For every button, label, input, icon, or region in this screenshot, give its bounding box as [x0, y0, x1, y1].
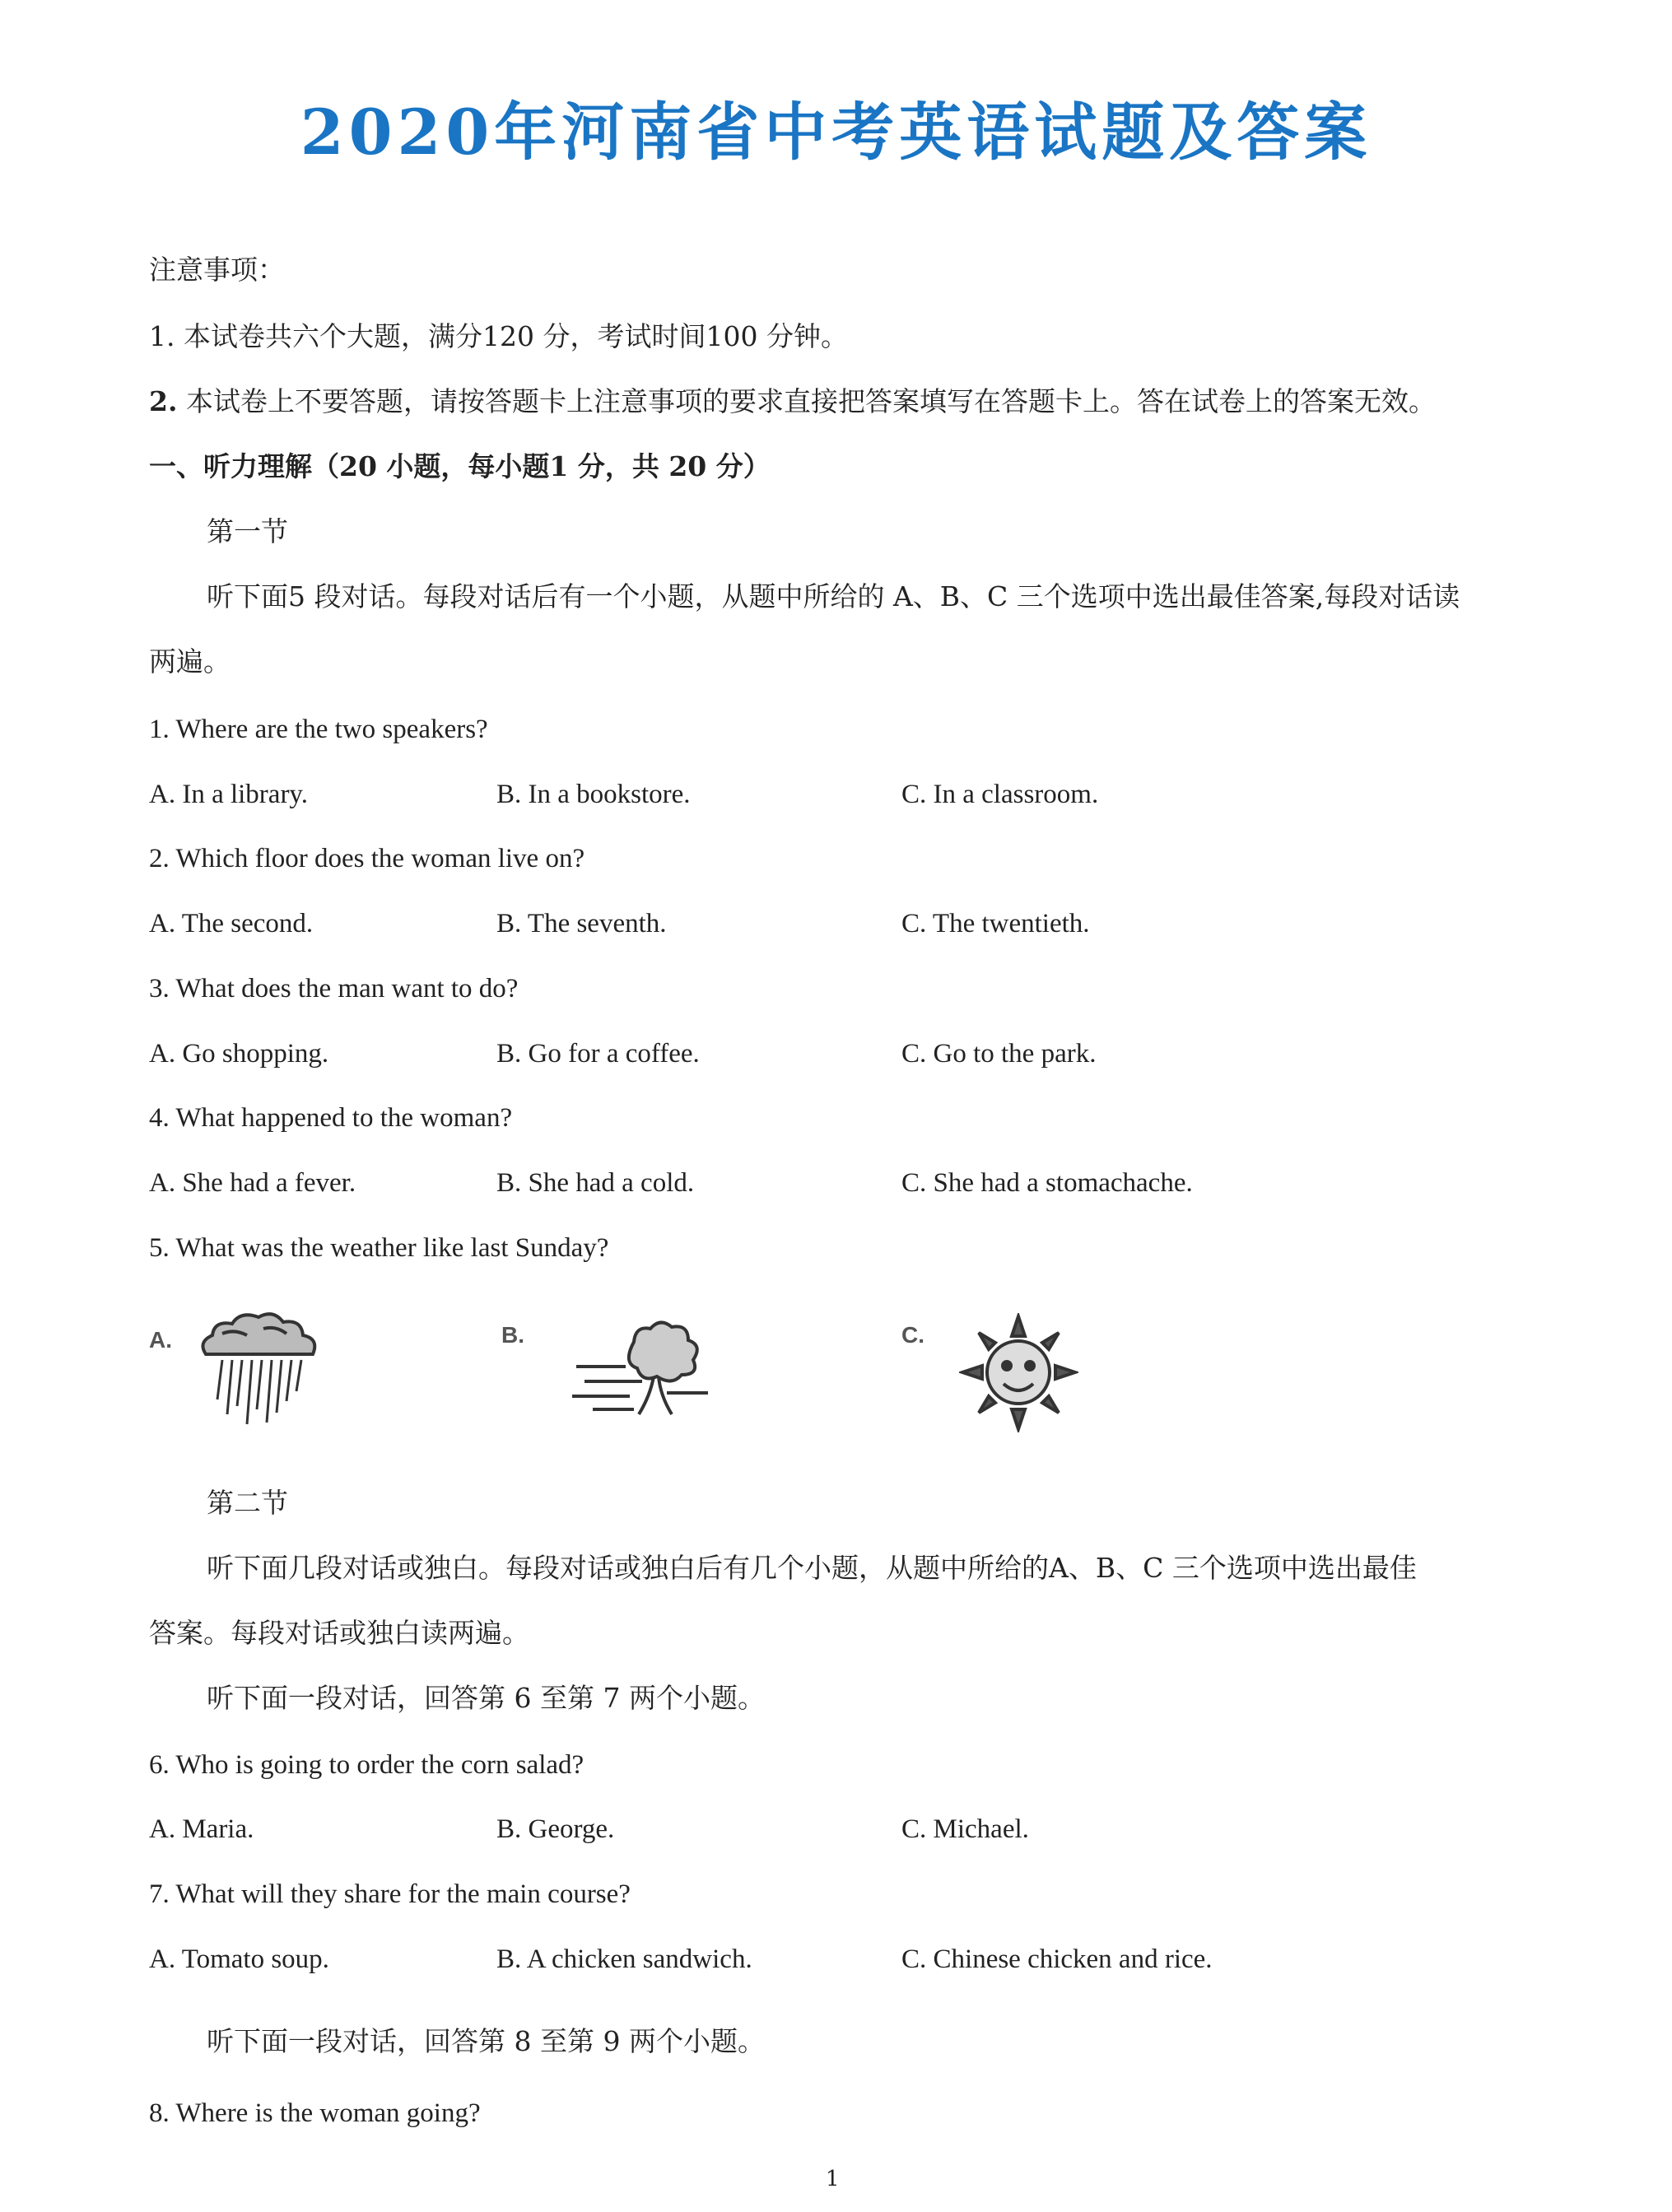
question-3-option-c: C. Go to the park. [901, 1039, 1097, 1069]
notice-item-2-text: 本试卷上不要答题，请按答题卡上注意事项的要求直接把答案填写在答题卡上。答在试卷上的答案无效。 [185, 385, 1436, 417]
question-3-option-b: B. Go for a coffee. [496, 1039, 700, 1069]
part-2-title: 第二节 [207, 1487, 288, 1519]
page-title: 2020年河南省中考英语试题及答案 [300, 95, 1372, 169]
question-1-option-c: C. In a classroom. [901, 780, 1099, 809]
question-5-option-b-label: B. [501, 1322, 524, 1348]
question-2: 2. Which floor does the woman live on? [149, 844, 585, 873]
question-1-option-b: B. In a bookstore. [496, 780, 691, 809]
question-7: 7. What will they share for the main course? [149, 1879, 631, 1909]
question-4: 4. What happened to the woman? [149, 1103, 513, 1133]
notice-heading: 注意事项： [149, 254, 285, 286]
part-2-instructions-line-1: 听下面几段对话或独白。每段对话或独白后有几个小题，从题中所给的A、B、C 三个选项中选出最佳 [207, 1552, 1417, 1584]
question-5: 5. What was the weather like last Sunday? [149, 1233, 609, 1263]
part-1-title: 第一节 [207, 515, 288, 547]
notice-item-1-number: 1. [149, 320, 175, 352]
notice-item-1-text: 本试卷共六个大题，满分120 分，考试时间100 分钟。 [184, 320, 848, 352]
question-3: 3. What does the man want to do? [149, 974, 519, 1004]
question-2-option-c: C. The twentieth. [901, 909, 1090, 938]
question-2-option-b: B. The seventh. [496, 909, 667, 938]
notice-item-2 [149, 385, 1436, 418]
question-4-option-a: A. She had a fever. [149, 1168, 356, 1198]
notice-item-1 [149, 320, 848, 353]
question-7-option-a: A. Tomato soup. [149, 1944, 329, 1974]
question-1-option-a: A. In a library. [149, 780, 309, 809]
question-4-option-c: C. She had a stomachache. [901, 1168, 1193, 1198]
question-8: 8. Where is the woman going? [149, 2098, 481, 2128]
question-6-option-a: A. Maria. [149, 1814, 254, 1844]
rain-cloud-icon [189, 1309, 329, 1432]
part-1-instructions-line-2: 两遍。 [149, 645, 231, 678]
windy-tree-icon [568, 1317, 716, 1424]
question-5-option-a-label: A. [149, 1327, 172, 1353]
question-1: 1. Where are the two speakers? [149, 715, 488, 744]
section-1-heading: 一、听力理解（20 小题，每小题1 分，共 20 分） [149, 450, 771, 482]
listen-instruction-6-7: 听下面一段对话，回答第 6 至第 7 两个小题。 [207, 1682, 765, 1714]
notice-item-2-number: 2. [149, 385, 178, 417]
listen-instruction-8-9: 听下面一段对话，回答第 8 至第 9 两个小题。 [207, 2025, 765, 2057]
question-6: 6. Who is going to order the corn salad? [149, 1750, 585, 1780]
question-2-option-a: A. The second. [149, 909, 314, 938]
question-3-option-a: A. Go shopping. [149, 1039, 329, 1069]
question-4-option-b: B. She had a cold. [496, 1168, 695, 1198]
question-5-option-c-label: C. [901, 1322, 924, 1348]
part-1-instructions-line-1: 听下面5 段对话。每段对话后有一个小题，从题中所给的 A、B、C 三个选项中选出最佳答案,每段对话读 [207, 580, 1460, 612]
question-7-option-c: C. Chinese chicken and rice. [901, 1944, 1213, 1974]
page-number: 1 [826, 2167, 840, 2191]
sun-icon [959, 1313, 1078, 1432]
question-6-option-b: B. George. [496, 1814, 615, 1844]
question-7-option-b: B. A chicken sandwich. [496, 1944, 752, 1974]
part-2-instructions-line-2: 答案。每段对话或独白读两遍。 [149, 1617, 529, 1649]
question-6-option-c: C. Michael. [901, 1814, 1029, 1844]
